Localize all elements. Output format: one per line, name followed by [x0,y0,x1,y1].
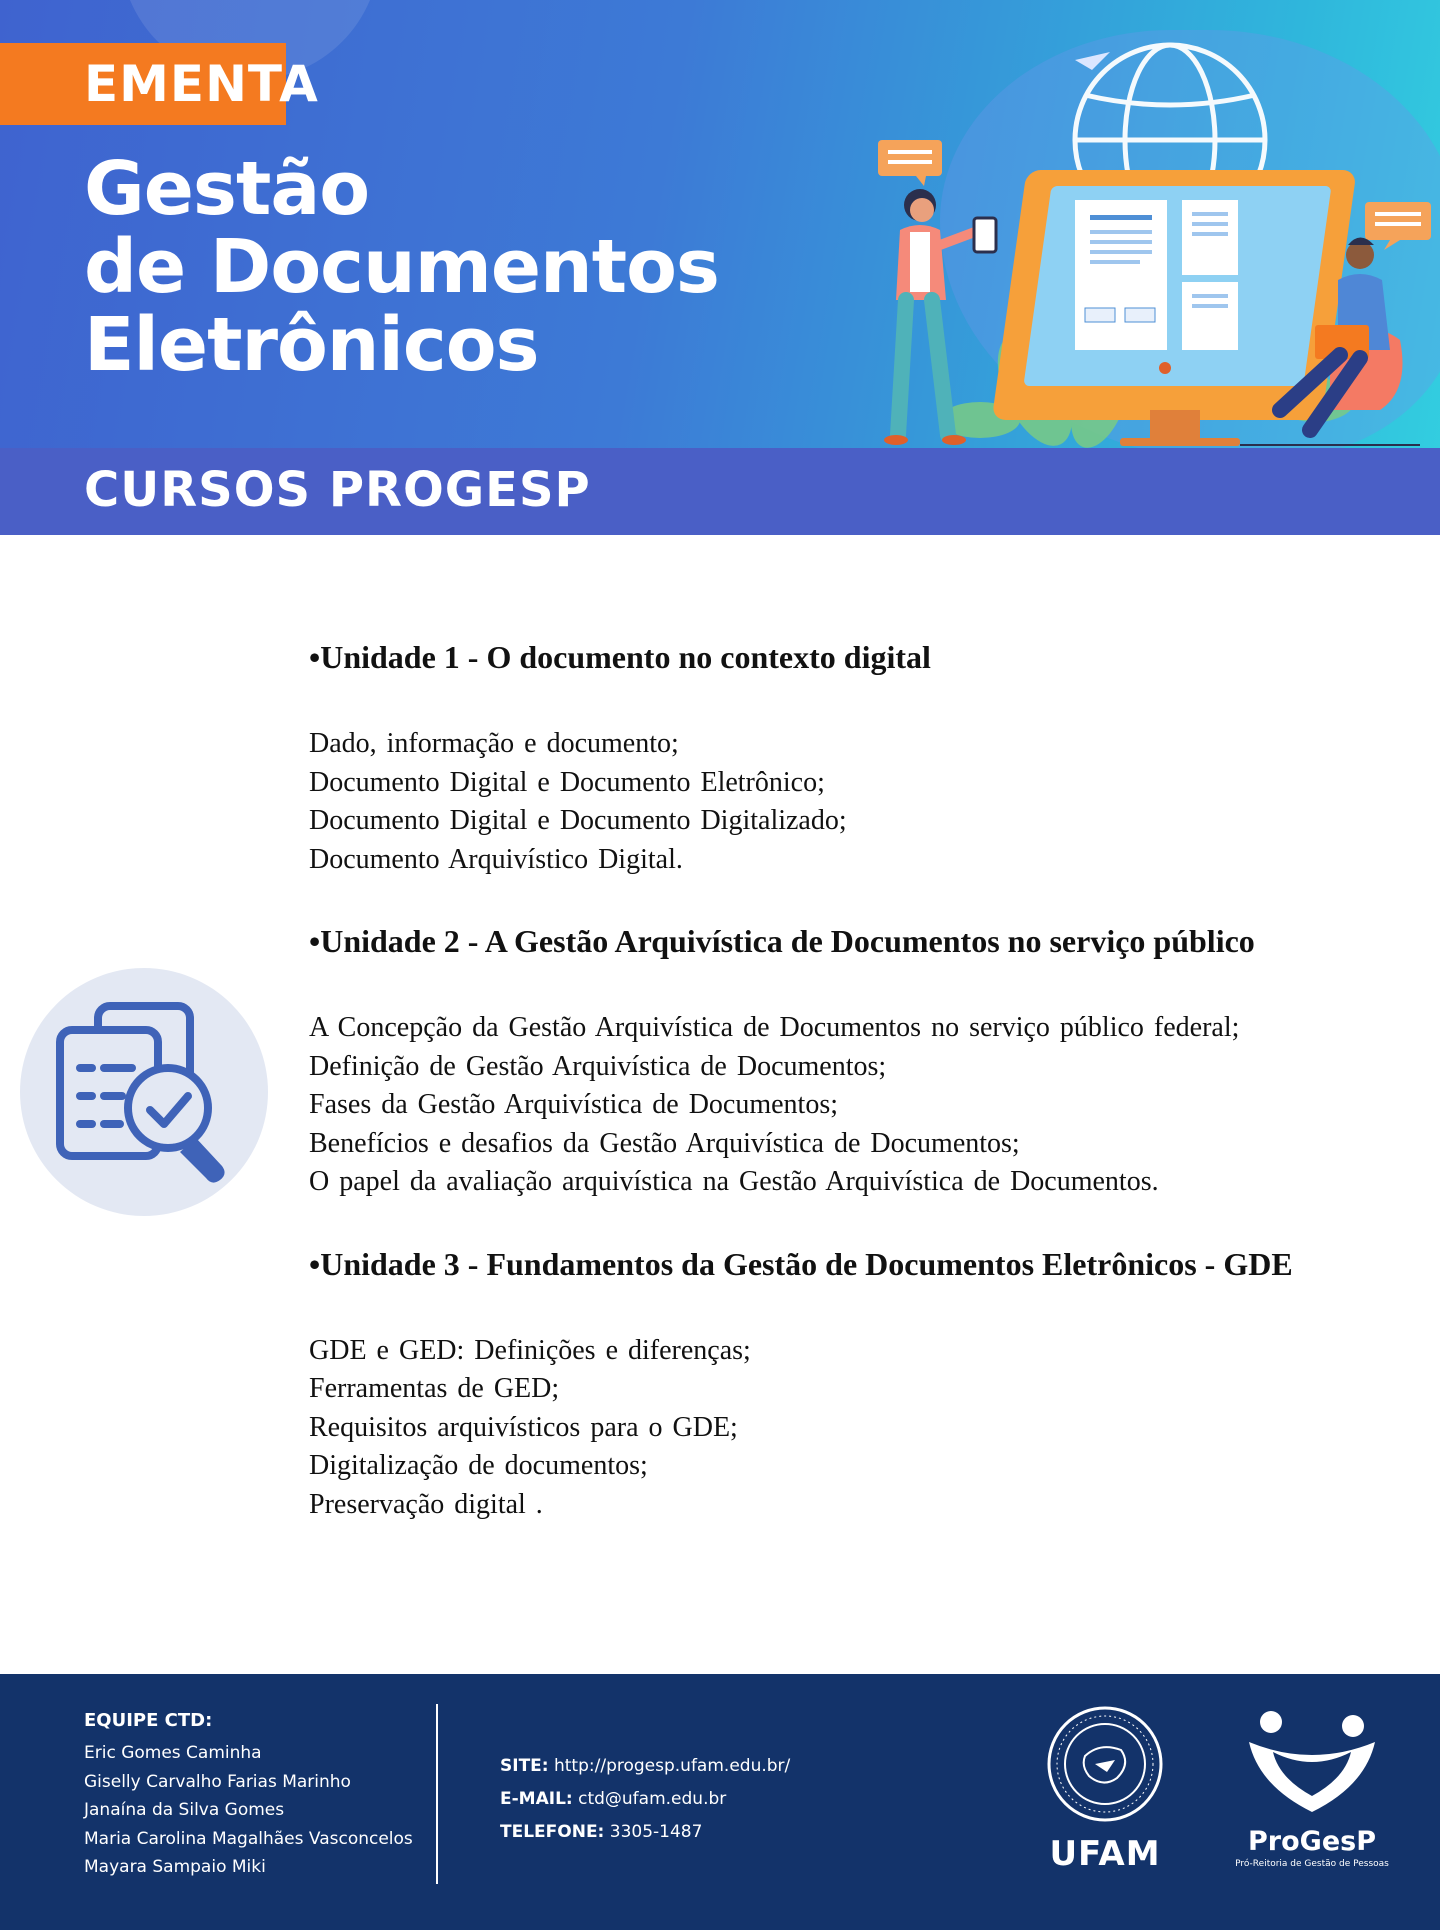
progesp-logo-text: ProGesP [1248,1826,1376,1857]
phone-value: 3305-1487 [609,1822,703,1842]
unit-title: •Unidade 3 - Fundamentos da Gestão de Documentos Eletrônicos - GDE [309,1245,1293,1282]
phone-label: TELEFONE: [500,1822,605,1842]
title-line: Gestão [84,146,370,232]
syllabus-content [309,635,1397,1564]
unit-topic-list [309,1009,1397,1202]
chat-bubble-icon [1365,202,1431,250]
list-item: GDE e GED: Definições e diferenças; [309,1334,751,1366]
team-member: Mayara Sampaio Miki [84,1857,266,1877]
site-row [500,1750,790,1783]
footer [0,1674,1440,1930]
email-row [500,1783,790,1816]
ufam-logo-text: UFAM [1049,1834,1161,1874]
unit-topic-list [309,725,1397,879]
team-member: Maria Carolina Magalhães Vasconcelos [84,1828,413,1849]
list-item: Fases da Gestão Arquivística de Documentos; [309,1089,839,1120]
email-link[interactable]: ctd@ufam.edu.br [578,1789,727,1809]
list-item: Documento Digital e Documento Digitalizado; [309,805,847,836]
title-line: Eletrônicos [84,302,539,388]
page-subtitle: CURSOS PROGESP [84,462,591,518]
unit-section [309,919,1397,1202]
progesp-logo [1232,1708,1392,1908]
list-item: Dado, informação e documento; [309,728,679,759]
paper-plane-icon [1075,52,1110,70]
chat-bubble-icon [878,140,942,186]
progesp-emblem-icon [1237,1708,1387,1818]
office-illustration [860,40,1440,460]
document-search-icon [20,968,268,1216]
team-member: Eric Gomes Caminha [84,1743,262,1763]
contact-info [500,1750,790,1849]
email-label: E-MAIL: [500,1789,573,1809]
ufam-logo [1040,1704,1170,1904]
list-item: Definição de Gestão Arquivística de Documentos; [309,1050,887,1082]
list-item: Digitalização de documentos; [309,1450,648,1481]
unit-title: •Unidade 2 - A Gestão Arquivística de Documentos no serviço público [309,923,1255,959]
progesp-logo-subtitle: Pró-Reitoria de Gestão de Pessoas [1235,1859,1389,1869]
unit-section [309,1242,1397,1525]
unit-topic-list [309,1332,1397,1525]
unit-section [309,635,1397,879]
list-item: O papel da avaliação arquivística na Gestão Arquivística de Documentos. [309,1166,1159,1197]
monitor-icon [992,170,1357,446]
title-line: de Documentos [84,224,719,310]
site-link[interactable]: http://progesp.ufam.edu.br/ [553,1756,791,1776]
unit-title: •Unidade 1 - O documento no contexto digital [309,639,931,675]
header-banner [0,0,1440,535]
document-search-badge [20,968,268,1216]
footer-divider [436,1704,438,1884]
list-item: Documento Digital e Documento Eletrônico; [309,766,825,798]
team-member: Janaína da Silva Gomes [84,1800,285,1820]
list-item: Preservação digital . [309,1488,543,1520]
list-item: A Concepção da Gestão Arquivística de Documentos no serviço público federal; [309,1012,1240,1043]
ufam-seal-icon [1045,1704,1165,1824]
list-item: Benefícios e desafios da Gestão Arquivística de Documentos; [309,1127,1020,1159]
list-item: Ferramentas de GED; [309,1373,560,1404]
site-label: SITE: [500,1756,549,1776]
team-list [84,1739,413,1882]
page-title [84,146,804,388]
phone-row [500,1816,790,1849]
list-item: Requisitos arquivísticos para o GDE; [309,1411,738,1443]
team-member: Giselly Carvalho Farias Marinho [84,1771,351,1792]
ementa-tag: EMENTA [0,43,286,125]
list-item: Documento Arquivístico Digital. [309,843,683,875]
team-title: EQUIPE CTD: [84,1710,213,1731]
team-section [84,1710,413,1882]
